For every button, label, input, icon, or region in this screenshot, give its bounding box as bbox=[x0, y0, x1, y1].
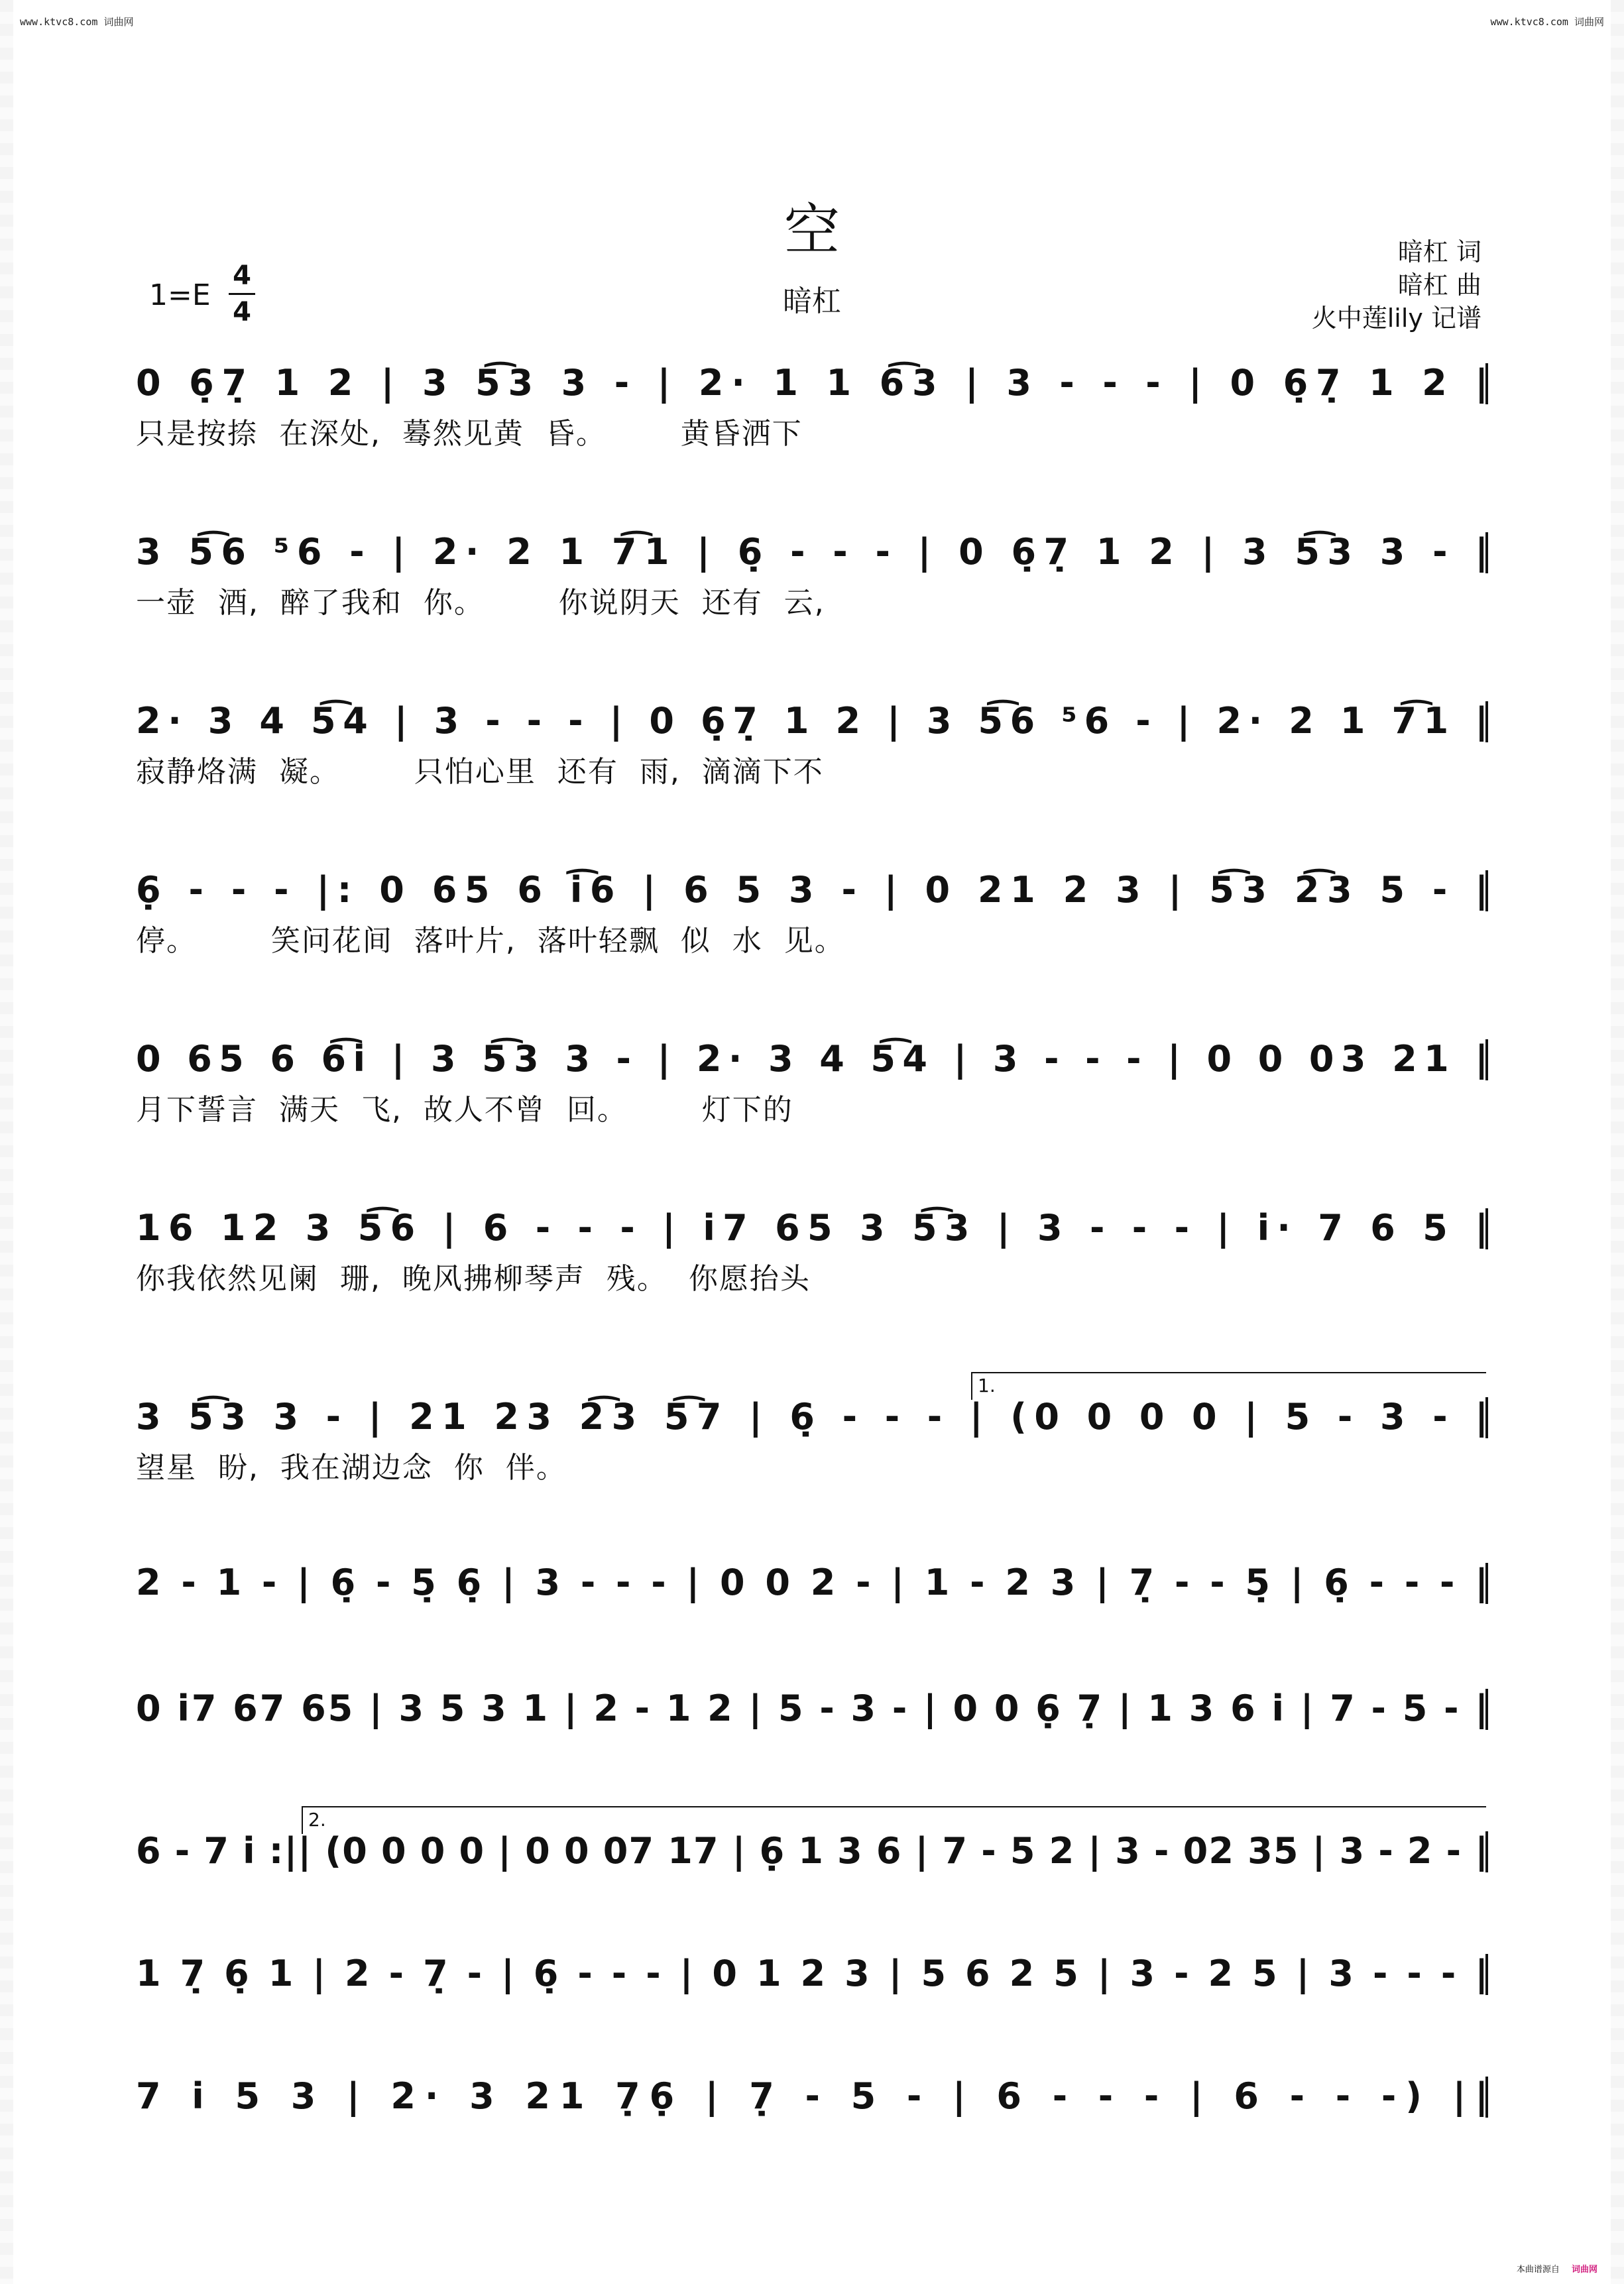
right-margin-strip bbox=[1611, 0, 1624, 2284]
header-right bbox=[1491, 15, 1604, 29]
notation-text: 0 65 6 6͡i | 3 5͡3 3 - | 2· 3 4 5͡4 | 3 - - - | 0 0 03 21 | bbox=[136, 1038, 1488, 1080]
header-left-label: 词曲网 bbox=[103, 16, 134, 28]
notation-text: 3 5͡3 3 - | 21 23 2͡3 5͡7 | 6̣ - - - | (0 0 0 0 | 5 - 3 - | bbox=[136, 1396, 1488, 1438]
header-right-label: 词曲网 bbox=[1574, 16, 1604, 28]
notation-text: 2· 3 4 5͡4 | 3 - - - | 0 6̣7̣ 1 2 | 3 5͡6 ⁵6 - | 2· 2 1 7͡1 | bbox=[136, 700, 1488, 742]
lyric-line: 一壶 酒, 醉了我和 你。 你说阴天 还有 云, bbox=[136, 586, 825, 620]
time-bottom: 4 bbox=[233, 297, 251, 327]
notation-text: 0 6̣7̣ 1 2 | 3 5͡3 3 - | 2· 1 1 6͡3 | 3 - - - | 0 6̣7̣ 1 2 | bbox=[136, 362, 1488, 404]
lyric-line: 停。 笑问花间 落叶片, 落叶轻飘 似 水 见。 bbox=[136, 924, 845, 958]
lyric-line: 你我依然见阑 珊, 晚风拂柳琴声 残。 你愿抬头 bbox=[136, 1262, 811, 1296]
notation-line bbox=[136, 1684, 1488, 1756]
time-signature bbox=[229, 260, 255, 328]
credit-lyricist: 暗杠 词 bbox=[1397, 237, 1481, 266]
song-title: 空 bbox=[783, 198, 840, 262]
footer-note: 本曲谱源自 bbox=[1516, 2265, 1560, 2275]
notation-text: 6̣ - - - |: 0 65 6 i͡6 | 6 5 3 - | 0 21 2 3 | 5͡3 2͡3 5 - | bbox=[136, 869, 1488, 911]
key-signature: 1=E bbox=[149, 278, 211, 312]
credits bbox=[1312, 235, 1481, 335]
notation-text: 3 5͡6 ⁵6 - | 2· 2 1 7͡1 | 6̣ - - - | 0 6̣7̣ 1 2 | 3 5͡3 3 - | bbox=[136, 531, 1488, 573]
lyric-line: 月下誓言 满天 飞, 故人不曾 回。 灯下的 bbox=[136, 1093, 793, 1127]
time-divider bbox=[229, 293, 255, 295]
volta-2 bbox=[302, 1806, 1486, 1834]
footer bbox=[1517, 2262, 1597, 2275]
notation-text: 6 - 7 i :|| (0 0 0 0 | 0 0 07 17 | 6̣ 1 3 6 | 7 - 5 2 | 3 - 02 35 | 3 - 2 - | bbox=[136, 1830, 1488, 1872]
lyric-line: 寂静烙满 凝。 只怕心里 还有 雨, 滴滴下不 bbox=[136, 755, 824, 789]
volta-1-label: 1. bbox=[978, 1375, 996, 1397]
notation-text: 1 7̣ 6̣ 1 | 2 - 7̣ - | 6̣ - - - | 0 1 2 3 | 5 6 2 5 | 3 - 2 5 | 3 - - - | bbox=[136, 1953, 1488, 1994]
header-right-site[interactable]: www.ktvc8.com bbox=[1490, 16, 1568, 28]
credit-transcriber: 火中莲lily 记谱 bbox=[1311, 304, 1481, 333]
notation-line bbox=[136, 1826, 1488, 1899]
left-margin-strip bbox=[0, 0, 13, 2284]
notation-line bbox=[136, 1949, 1488, 2022]
credit-composer: 暗杠 曲 bbox=[1397, 270, 1481, 300]
notation-text: 16 12 3 5͡6 | 6 - - - | i7 65 3 5͡3 | 3 - - - | i· 7 6 5 | bbox=[136, 1207, 1488, 1249]
time-top: 4 bbox=[233, 260, 251, 291]
notation-line bbox=[136, 2071, 1488, 2144]
footer-brand[interactable]: 词曲网 bbox=[1571, 2265, 1597, 2275]
notation-text: 7 i 5 3 | 2· 3 21 7̣6̣ | 7̣ - 5 - | 6 - - - | 6 - - -) || bbox=[136, 2075, 1488, 2117]
song-artist: 暗杠 bbox=[783, 284, 841, 318]
header-left-site[interactable]: www.ktvc8.com bbox=[20, 16, 98, 28]
lyric-line: 只是按捺 在深处, 蓦然见黄 昏。 黄昏洒下 bbox=[136, 417, 803, 451]
notation-text: 0 i7 67 65 | 3 5 3 1 | 2 - 1 2 | 5 - 3 - | 0 0 6̣ 7̣ | 1 3 6 i | 7 - 5 - | bbox=[136, 1687, 1488, 1729]
lyric-line: 望星 盼, 我在湖边念 你 伴。 bbox=[136, 1451, 567, 1485]
notation-line bbox=[136, 1558, 1488, 1630]
notation-text: 2 - 1 - | 6̣ - 5̣ 6̣ | 3 - - - | 0 0 2 - | 1 - 2 3 | 7̣ - - 5̣ | 6̣ - - - | bbox=[136, 1562, 1488, 1603]
header-left bbox=[20, 15, 133, 29]
volta-1 bbox=[971, 1372, 1486, 1400]
volta-2-label: 2. bbox=[308, 1809, 326, 1831]
